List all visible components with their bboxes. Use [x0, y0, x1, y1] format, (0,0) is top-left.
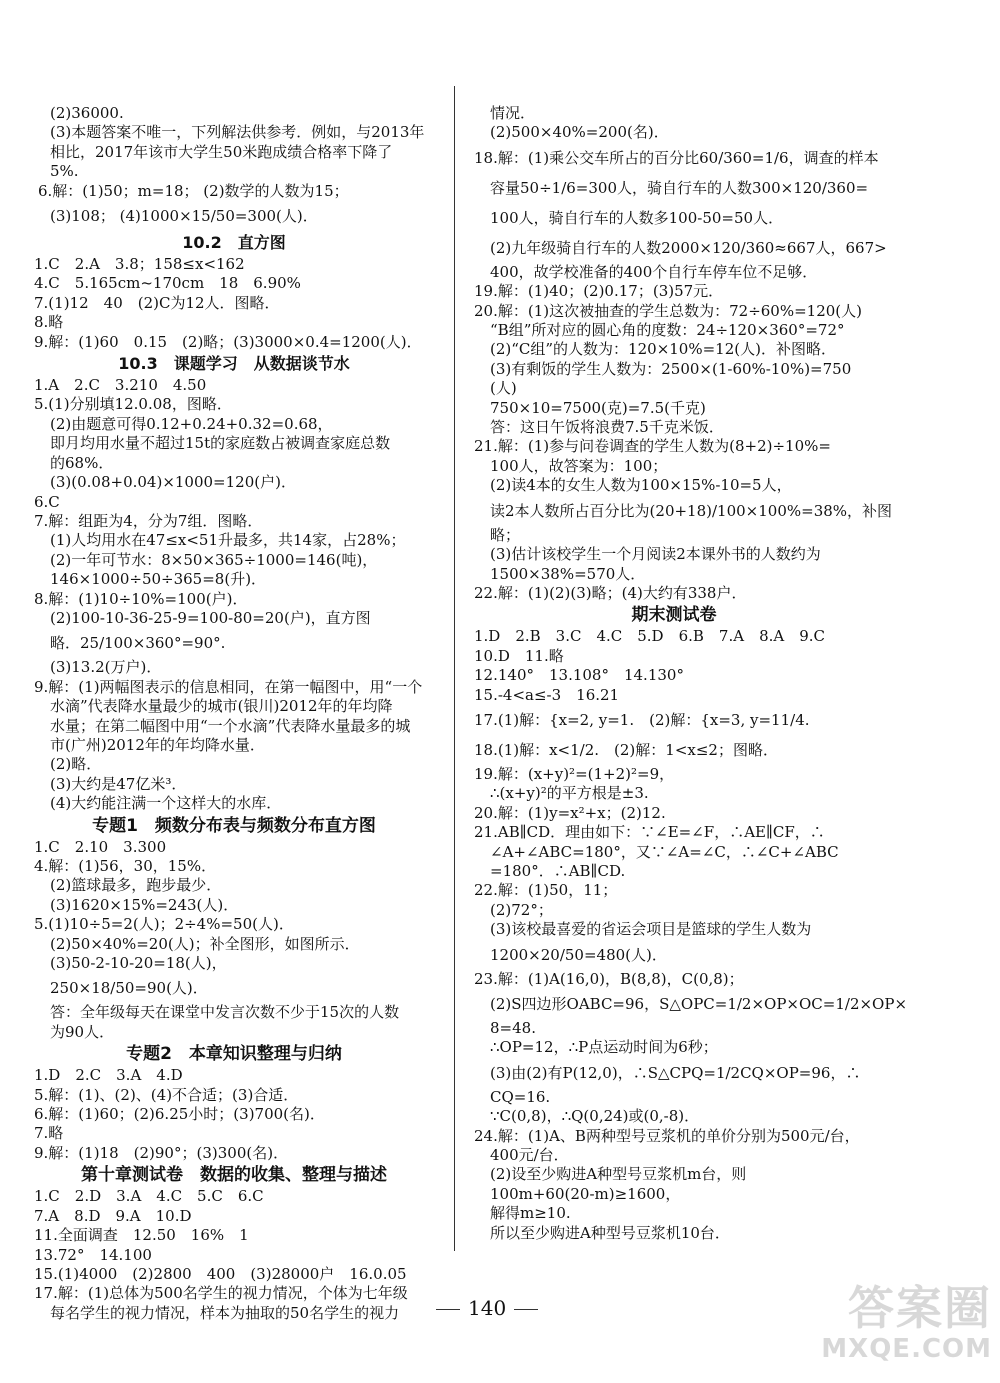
- answer-line: 10.D 11.略: [474, 646, 564, 665]
- answer-line: 5.解：(1)、(2)、(4)不合适；(3)合适．: [34, 1085, 299, 1104]
- answer-line: ∴OP=12，∴P点运动时间为6秒；: [490, 1038, 718, 1057]
- answer-line: =180°．∴AB∥CD.: [490, 861, 626, 880]
- answer-line: (人): [490, 379, 517, 398]
- answer-line: 解得m≥10.: [490, 1204, 571, 1223]
- answer-line: 即月均用水量不超过15t的家庭数占被调查家庭总数: [50, 434, 391, 453]
- answer-line: 11.全面调查 12.50 16% 1: [34, 1226, 249, 1245]
- answer-line: 100人，故答案为：100；: [490, 456, 668, 475]
- right-column: [474, 104, 908, 1243]
- answer-line: 水量；在第二幅图中用“一个水滴”代表降水量最多的城: [50, 716, 411, 735]
- answer-line: 8=48.: [490, 1019, 536, 1037]
- answer-line: 19.解：(x+y)²=(1+2)²=9，: [474, 764, 675, 783]
- answer-line: (2)“C组”的人数为：120×10%=12(人)．补图略．: [490, 340, 836, 359]
- answer-line: 1.D 2.C 3.A 4.D: [34, 1066, 183, 1085]
- watermark-sub: MXQE.COM: [821, 1334, 992, 1364]
- answer-line: 18.解：(1)乘公交车所占的百分比60/360=1/6，调查的样本: [474, 148, 879, 167]
- answer-line: 4.C 5.165cm~170cm 18 6.90%: [34, 274, 301, 293]
- answer-line: (2)50×40%=20(人)；补全图形，如图所示．: [50, 934, 360, 953]
- answer-line: 9.解：(1)两幅图表示的信息相同，在第一幅图中，用“一个: [34, 677, 423, 696]
- answer-line: 17.(1)解：{x=2, y=1. (2)解：{x=3, y=11/4.: [474, 710, 810, 729]
- answer-line: (2)100-10-36-25-9=100-80=20(户)，直方图: [50, 608, 371, 627]
- answer-line: 18.(1)解：x<1/2. (2)解：1<x≤2；图略．: [474, 740, 778, 759]
- answer-line: (3)估计该校学生一个月阅读2本课外书的人数约为: [490, 545, 821, 564]
- section-heading: 10.3 课题学习 从数据谈节水: [118, 354, 350, 374]
- page-number: 140: [428, 1296, 546, 1320]
- answer-line: 21.AB∥CD．理由如下：∵∠E=∠F，∴AE∥CF，∴: [474, 823, 825, 842]
- answer-line: 17.解：(1)总体为500名学生的视力情况，个体为七年级: [34, 1284, 408, 1303]
- answer-line: 5%.: [50, 162, 79, 181]
- answer-line: 8.略: [34, 313, 64, 332]
- answer-line: 1.D 2.B 3.C 4.C 5.D 6.B 7.A 8.A 9.C: [474, 627, 825, 646]
- answer-line: (3)1620×15%=243(人)．: [50, 895, 239, 914]
- answer-line: 750×10=7500(克)=7.5(千克): [490, 398, 706, 417]
- answer-line: 400元/台．: [490, 1146, 569, 1165]
- section-heading: 第十章测试卷 数据的收集、整理与描述: [81, 1165, 387, 1186]
- answer-line: 市(广州)2012年的年均降水量．: [50, 735, 265, 754]
- answer-line: 400，故学校准备的400个自行车停车位不足够．: [490, 262, 818, 281]
- answer-line: 略．25/100×360°=90°.: [50, 634, 226, 653]
- answer-line: (2)由题意可得0.12+0.24+0.32=0.68，: [50, 414, 333, 433]
- answer-line: 为90人．: [50, 1022, 115, 1041]
- answer-line: 1.C 2.A 3.8；158≤x<162: [34, 255, 245, 274]
- answer-line: 略；: [490, 525, 521, 544]
- answer-line: (3)本题答案不唯一，下列解法供参考．例如，与2013年: [50, 123, 425, 142]
- answer-line: 13.72° 14.100: [34, 1245, 152, 1264]
- answer-line: 水滴”代表降水量最少的城市(银川)2012年的年均降: [50, 697, 393, 716]
- answer-line: 20.解：(1)这次被抽查的学生总数为：72÷60%=120(人): [474, 301, 863, 320]
- answer-line: 15.-4<a≤-3 16.21: [474, 685, 620, 704]
- answer-line: 9.解：(1)60 0.15 (2)略；(3)3000×0.4=1200(人)．: [34, 332, 422, 351]
- answer-line: (3)大约是47亿米³．: [50, 774, 187, 793]
- answer-line: (3)50-2-10-20=18(人)，: [50, 954, 227, 973]
- answer-line: 21.解：(1)参与问卷调查的学生人数为(8+2)÷10%=: [474, 437, 831, 456]
- answer-line: 7.解：组距为4，分为7组．图略．: [34, 511, 263, 530]
- answer-line: (3)108； (4)1000×15/50=300(人)．: [50, 207, 318, 226]
- answer-line: 24.解：(1)A、B两种型号豆浆机的单价分别为500元/台，: [474, 1126, 860, 1145]
- answer-line: 15.(1)4000 (2)2800 400 (3)28000户 16.0.05: [34, 1264, 407, 1283]
- answer-line: 7.A 8.D 9.A 10.D: [34, 1206, 192, 1225]
- answer-line: 19.解：(1)40；(2)0.17；(3)57元．: [474, 282, 724, 301]
- answer-line: 23.解：(1)A(16,0)，B(8,8)，C(0,8)；: [474, 969, 744, 988]
- answer-line: 读2本人数所占百分比为(20+18)/100×100%=38%，补图: [490, 501, 893, 520]
- section-heading: 期末测试卷: [631, 605, 717, 626]
- answer-line: ∵C(0,8)，∴Q(0,24)或(0,-8)．: [490, 1107, 700, 1126]
- answer-line: “B组”所对应的圆心角的度数：24÷120×360°=72°: [490, 321, 845, 340]
- answer-line: 146×1000÷50÷365=8(升)．: [50, 570, 267, 589]
- answer-line: ∴(x+y)²的平方根是±3.: [490, 784, 649, 803]
- watermark-logo: [802, 1282, 992, 1377]
- answer-line: 100m+60(20-m)≥1600，: [490, 1184, 681, 1203]
- answer-line: 情况．: [490, 104, 536, 122]
- answer-line: (3)该校最喜爱的省运会项目是篮球的学生人数为: [490, 920, 812, 939]
- answer-line: 12.140° 13.108° 14.130°: [474, 666, 684, 685]
- section-heading: 专题2 本章知识整理与归纳: [126, 1044, 342, 1065]
- answer-line: 1500×38%=570人．: [490, 564, 646, 583]
- answer-line: (2)篮球最多，跑步最少．: [50, 876, 222, 895]
- answer-line: (2)设至少购进A种型号豆浆机m台，则: [490, 1165, 747, 1184]
- answer-line: 20.解：(1)y=x²+x；(2)12.: [474, 803, 666, 822]
- answer-line: 7.(1)12 40 (2)C为12人．图略．: [34, 293, 280, 312]
- answer-line: 1200×20/50=480(人)．: [490, 945, 667, 964]
- left-column: [34, 104, 434, 1323]
- answer-line: 每名学生的视力情况，样本为抽取的50名学生的视力: [50, 1303, 400, 1322]
- answer-line: 相比，2017年该市大学生50米跑成绩合格率下降了: [50, 142, 393, 161]
- answer-line: 容量50÷1/6=300人，骑自行车的人数300×120/360=: [490, 178, 869, 197]
- answer-line: 的68%．: [50, 453, 114, 472]
- answer-line: (2)读4本的女生人数为100×15%-10=5人，: [490, 476, 792, 495]
- answer-line: 1.A 2.C 3.210 4.50: [34, 376, 207, 395]
- answer-line: (4)大约能注满一个这样大的水库．: [50, 794, 282, 813]
- answer-line: 6.C: [34, 492, 60, 511]
- answer-line: 100人，骑自行车的人数多100-50=50人．: [490, 208, 784, 227]
- answer-line: 所以至少购进A种型号豆浆机10台．: [490, 1223, 730, 1242]
- answer-line: 7.略: [34, 1124, 64, 1143]
- answer-line: 9.解：(1)18 (2)90°；(3)300(名)．: [34, 1143, 289, 1162]
- answer-line: 5.(1)10÷5=2(人)；2÷4%=50(人)．: [34, 915, 294, 934]
- answer-line: ∠A+∠ABC=180°，又∵∠A=∠C，∴∠C+∠ABC: [490, 842, 839, 861]
- answer-line: 22.解：(1)50，11；: [474, 881, 618, 900]
- answer-line: (2)36000.: [50, 104, 124, 122]
- watermark-main: 答案圈: [848, 1281, 992, 1335]
- answer-line: (3)(0.08+0.04)×1000=120(户)．: [50, 473, 296, 492]
- answer-line: 6.解：(1)60；(2)6.25小时；(3)700(名)．: [34, 1105, 325, 1124]
- answer-line: (3)有剩饭的学生人数为：2500×(1-60%-10%)=750: [490, 359, 852, 378]
- column-divider: [454, 86, 455, 1251]
- answer-line: 1.C 2.D 3.A 4.C 5.C 6.C: [34, 1187, 264, 1206]
- answer-line: (1)人均用水在47≤x<51升最多，共14家，占28%；: [50, 531, 406, 550]
- answer-line: 5.(1)分别填12.0.08，图略．: [34, 395, 232, 414]
- answer-line: 4.解：(1)56，30，15%．: [34, 857, 217, 875]
- answer-line: (2)略．: [50, 755, 102, 774]
- answer-line: (2)72°；: [490, 900, 553, 919]
- answer-line: 答：全年级每天在课堂中发言次数不少于15次的人数: [50, 1003, 400, 1022]
- answer-line: (2)一年可节水：8×50×365÷1000=146(吨)，: [50, 550, 378, 569]
- answer-line: 8.解：(1)10÷10%=100(户)．: [34, 589, 248, 608]
- answer-line: (2)500×40%=200(名)．: [490, 123, 669, 142]
- answer-line: 22.解：(1)(2)(3)略；(4)大约有338户．: [474, 583, 747, 602]
- section-heading: 10.2 直方图: [182, 233, 286, 253]
- answer-line: (3)13.2(万户)．: [50, 658, 162, 677]
- answer-line: (2)S四边形OABC=96，S△OPC=1/2×OP×OC=1/2×OP×: [490, 995, 908, 1013]
- answer-line: 1.C 2.10 3.300: [34, 837, 167, 856]
- answer-line: (2)九年级骑自行车的人数2000×120/360≈667人，667>: [490, 238, 887, 257]
- answer-line: CQ=16.: [490, 1087, 551, 1106]
- answer-line: 6.解：(1)50；m=18； (2)数学的人数为15；: [38, 181, 349, 200]
- answer-line: 250×18/50=90(人)．: [50, 979, 208, 998]
- answer-line: (3)由(2)有P(12,0)，∴S△CPQ=1/2CQ×OP=96，∴: [490, 1063, 861, 1082]
- answer-line: 答：这日午饭将浪费7.5千克米饭．: [490, 418, 724, 437]
- section-heading: 专题1 频数分布表与频数分布直方图: [92, 815, 376, 836]
